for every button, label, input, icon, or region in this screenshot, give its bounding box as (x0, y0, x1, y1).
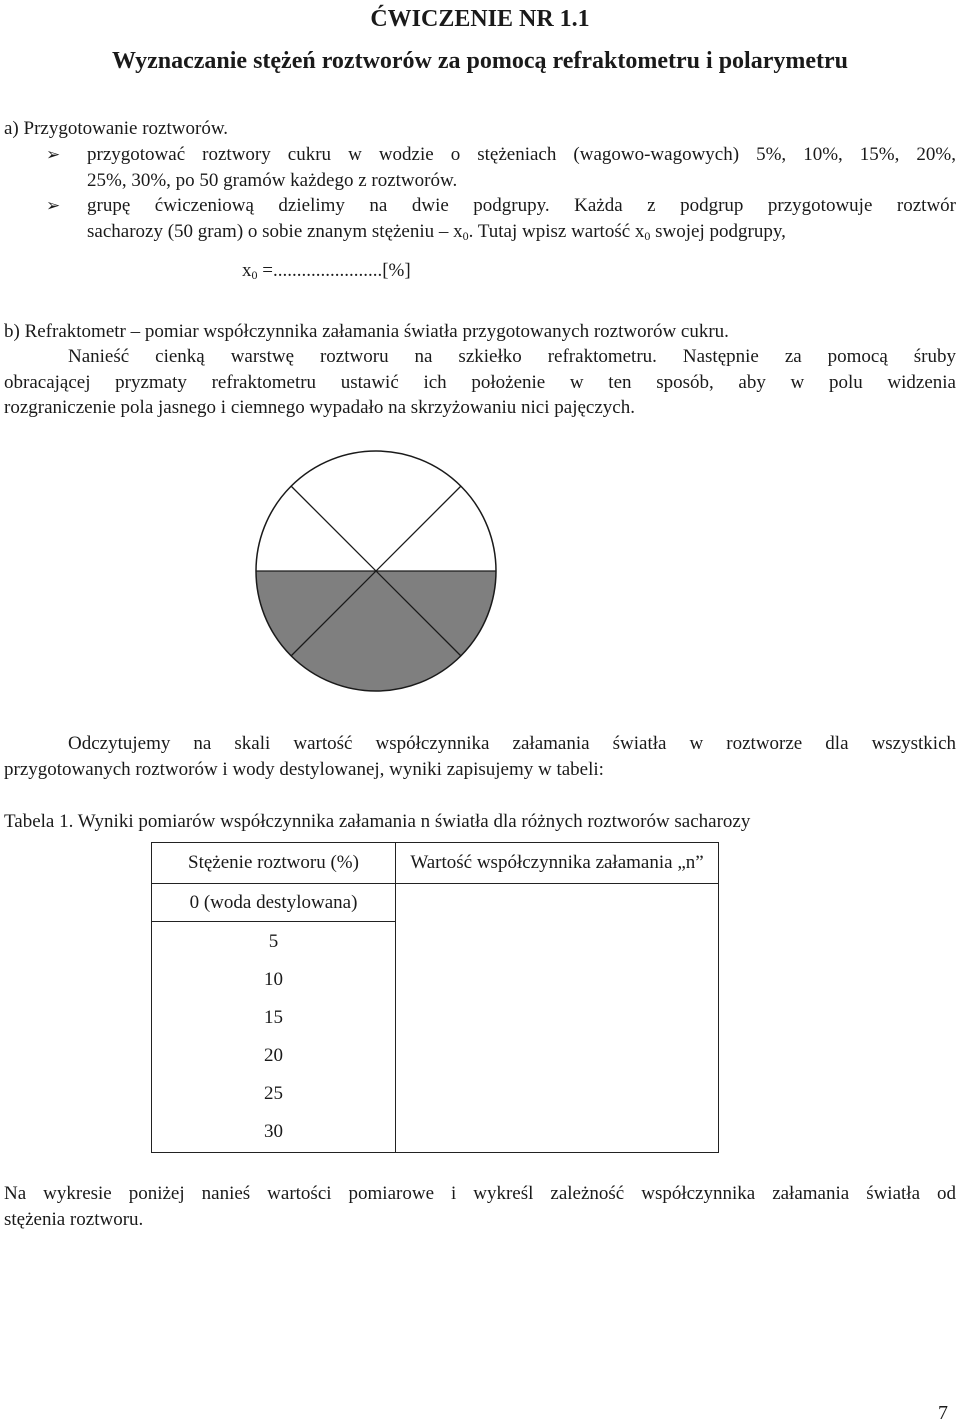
page-number: 7 (938, 1402, 948, 1424)
table-row (152, 884, 719, 922)
read-paragraph-line-2: przygotowanych roztworów i wody destylowanej, wyniki zapisujemy w tabeli: (4, 759, 604, 780)
concentration-values-cell (152, 922, 396, 1153)
section-a-heading: a) Przygotowanie roztworów. (4, 118, 229, 139)
row-concentration: 20 (264, 1045, 283, 1066)
section-b-line-3: obracającej pryzmaty refraktometru ustawić ich położenie w ten sposób, aby w polu widzenia (4, 372, 956, 393)
bullet-2-line-1: grupę ćwiczeniową dzielimy na dwie podgrupy. Każda z podgrup przygotowuje roztwór (87, 195, 956, 216)
section-b-line-2: Nanieść cienką warstwę roztworu na szkiełko refraktometru. Następnie za pomocą śruby (68, 346, 956, 367)
table-header-row (152, 843, 719, 884)
row-concentration: 25 (264, 1083, 283, 1104)
final-paragraph-line-1: Na wykresie poniżej nanieś wartości pomiarowe i wykreśl zależność współczynnika załamania światła od (4, 1183, 956, 1204)
row-concentration: 15 (264, 1007, 283, 1028)
dark-field (256, 571, 496, 691)
bullet-2-line-2: sacharozy (50 gram) o sobie znanym stężeniu – $x_0$. Tutaj wpisz wartość $x_0$ swojej podgrupy, (87, 221, 786, 243)
table-caption: Tabela 1. Wyniki pomiarów współczynnika załamania n światła dla różnych roztworów sacharozy (4, 811, 751, 832)
refractive-index-values-cell[interactable] (396, 884, 719, 1153)
final-paragraph-line-2: stężenia roztworu. (4, 1209, 144, 1230)
header-concentration: Stężenie roztworu (%) (152, 843, 396, 884)
row-concentration: 10 (264, 969, 283, 990)
bright-field (256, 451, 496, 571)
bullet-1-line-1: przygotować roztwory cukru w wodzie o stężeniach (wagowo-wagowych) 5%, 10%, 15%, 20%, (87, 144, 956, 165)
arrowhead-bullet-icon: ➢ (46, 196, 61, 216)
arrowhead-bullet-icon: ➢ (46, 145, 61, 165)
section-b-line-4: rozgraniczenie pola jasnego i ciemnego wypadało na skrzyżowaniu nici pajęczych. (4, 397, 635, 418)
refractometer-field-of-view (253, 448, 499, 694)
page-subtitle: Wyznaczanie stężeń roztworów za pomocą refraktometru i polarymetru (111, 48, 848, 74)
results-table (151, 842, 719, 1153)
page-title: ĆWICZENIE NR 1.1 (370, 6, 590, 32)
bullet-1-line-2: 25%, 30%, po 50 gramów każdego z roztworów. (87, 170, 458, 191)
section-b-heading: b) Refraktometr – pomiar współczynnika załamania światła przygotowanych roztworów cukru. (4, 321, 729, 342)
x0-fill-line: $x_0$ =.......................[%] (242, 260, 411, 282)
read-paragraph-line-1: Odczytujemy na skali wartość współczynnika załamania światła w roztworze dla wszystkich (68, 733, 956, 754)
row-concentration: 5 (268, 931, 279, 952)
row-concentration: 30 (264, 1121, 283, 1142)
header-refractive-index: Wartość współczynnika załamania „n” (396, 843, 719, 884)
row-water-label: 0 (woda destylowana) (152, 884, 396, 922)
